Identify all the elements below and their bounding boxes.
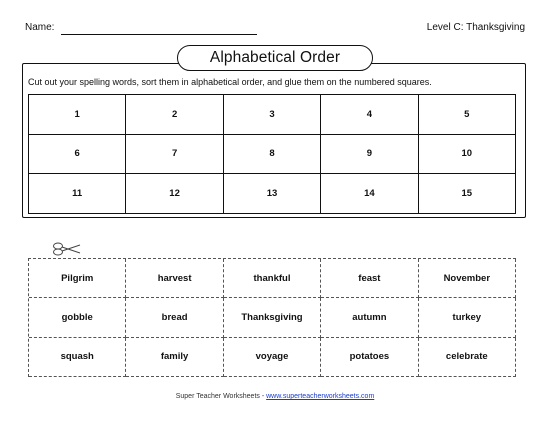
- numbered-square: 12: [126, 174, 223, 214]
- word-card[interactable]: Pilgrim: [29, 259, 126, 298]
- numbered-square: 9: [321, 135, 418, 175]
- word-card[interactable]: turkey: [419, 298, 516, 337]
- word-card[interactable]: thankful: [224, 259, 321, 298]
- word-cutout-grid: [28, 258, 516, 377]
- scissors-icon: [52, 241, 82, 257]
- word-card[interactable]: harvest: [126, 259, 223, 298]
- numbered-square: 1: [29, 95, 126, 135]
- numbered-square: 15: [419, 174, 516, 214]
- numbered-square: 4: [321, 95, 418, 135]
- word-card[interactable]: feast: [321, 259, 418, 298]
- numbered-square: 10: [419, 135, 516, 175]
- word-card[interactable]: celebrate: [419, 338, 516, 377]
- name-label: Name:: [25, 22, 55, 33]
- word-card[interactable]: autumn: [321, 298, 418, 337]
- word-card[interactable]: voyage: [224, 338, 321, 377]
- level-label: Level C: Thanksgiving: [426, 22, 525, 33]
- numbered-squares-grid: [28, 94, 516, 214]
- word-card[interactable]: squash: [29, 338, 126, 377]
- word-card[interactable]: gobble: [29, 298, 126, 337]
- worksheet-header: [25, 22, 525, 38]
- worksheet-title: Alphabetical Order: [177, 45, 373, 71]
- word-card[interactable]: family: [126, 338, 223, 377]
- footer-credit: Super Teacher Worksheets -: [175, 393, 267, 400]
- word-card[interactable]: bread: [126, 298, 223, 337]
- numbered-square: 7: [126, 135, 223, 175]
- word-card[interactable]: November: [419, 259, 516, 298]
- numbered-square: 5: [419, 95, 516, 135]
- numbered-square: 14: [321, 174, 418, 214]
- numbered-square: 11: [29, 174, 126, 214]
- word-card[interactable]: Thanksgiving: [224, 298, 321, 337]
- numbered-square: 6: [29, 135, 126, 175]
- instructions-text: Cut out your spelling words, sort them in alphabetical order, and glue them on the numbered squares.: [28, 77, 432, 87]
- numbered-square: 8: [224, 135, 321, 175]
- numbered-square: 3: [224, 95, 321, 135]
- numbered-square: 13: [224, 174, 321, 214]
- footer: [0, 393, 550, 400]
- footer-link[interactable]: www.superteacherworksheets.com: [266, 393, 375, 400]
- word-card[interactable]: potatoes: [321, 338, 418, 377]
- name-write-line: [61, 34, 257, 35]
- numbered-square: 2: [126, 95, 223, 135]
